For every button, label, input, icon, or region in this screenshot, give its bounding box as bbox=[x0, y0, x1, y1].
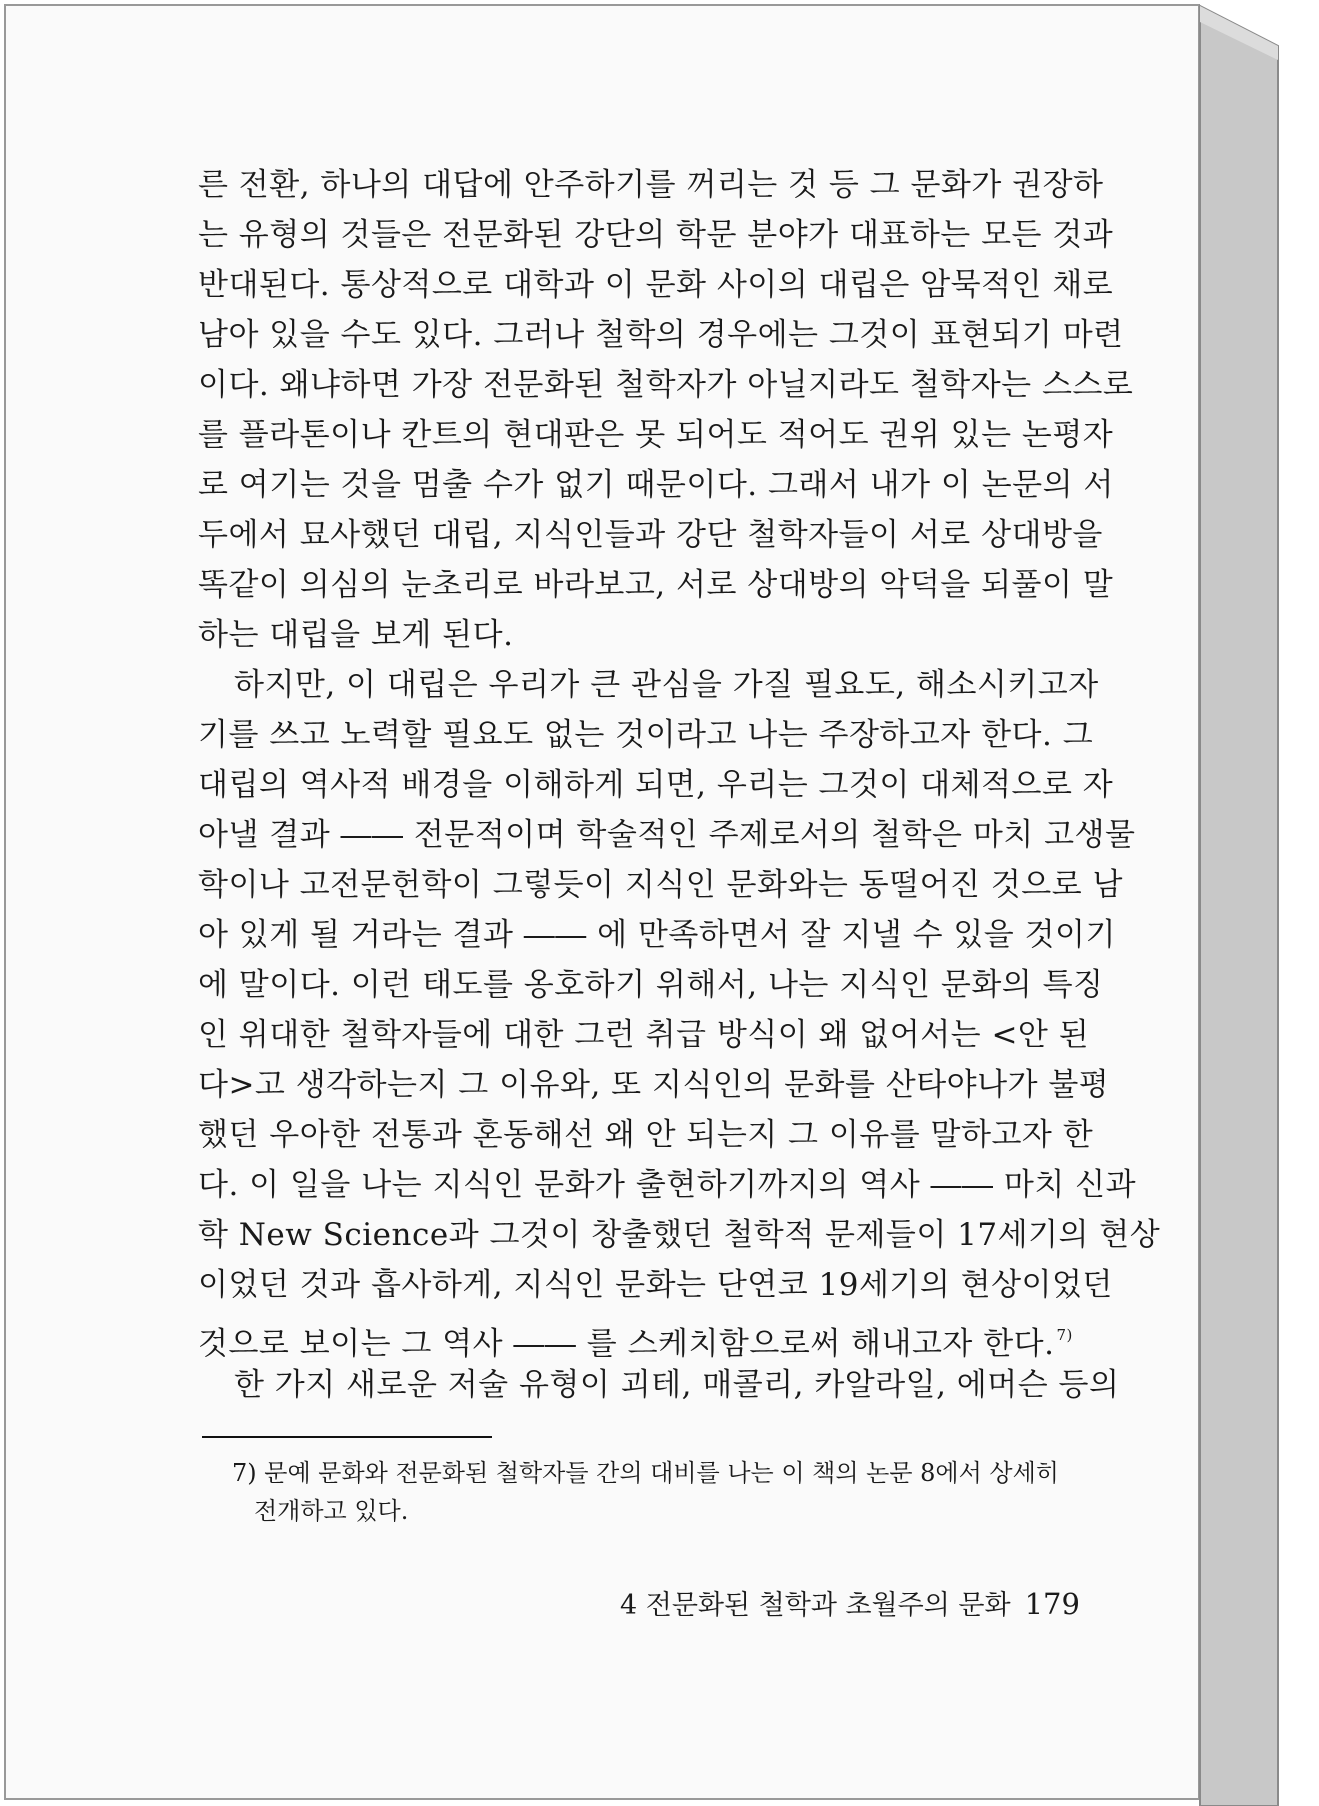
footnote-line-1: 7) 문예 문화와 전문화된 철학자들 간의 대비를 나는 이 책의 논문 8에서 상세히 bbox=[232, 1459, 1059, 1487]
running-title: 4 전문화된 철학과 초월주의 문화 bbox=[620, 1590, 1011, 1621]
text-line-9: 똑같이 의심의 눈초리로 바라보고, 서로 상대방의 악덕을 되풀이 말 bbox=[198, 567, 1114, 603]
text-line-23: 이었던 것과 흡사하게, 지식인 문화는 단연코 19세기의 현상이었던 bbox=[198, 1267, 1113, 1303]
page-number: 179 bbox=[1024, 1587, 1080, 1621]
text-line-13: 대립의 역사적 배경을 이해하게 되면, 우리는 그것이 대체적으로 자 bbox=[198, 767, 1114, 803]
text-line-24-content: 것으로 보이는 그 역사 ―― 를 스케치함으로써 해내고자 한다. bbox=[198, 1326, 1055, 1362]
text-line-25: 한 가지 새로운 저술 유형이 괴테, 매콜리, 카알라일, 에머슨 등의 bbox=[234, 1367, 1120, 1403]
text-line-1: 른 전환, 하나의 대답에 안주하기를 꺼리는 것 등 그 문화가 권장하 bbox=[198, 167, 1104, 203]
text-line-17: 에 말이다. 이런 태도를 옹호하기 위해서, 나는 지식인 문화의 특징 bbox=[198, 967, 1104, 1003]
text-line-11: 하지만, 이 대립은 우리가 큰 관심을 가질 필요도, 해소시키고자 bbox=[234, 667, 1099, 703]
footnote-reference: 7) bbox=[1056, 1326, 1073, 1344]
text-line-8: 두에서 묘사했던 대립, 지식인들과 강단 철학자들이 서로 상대방을 bbox=[198, 517, 1103, 553]
text-line-7: 로 여기는 것을 멈출 수가 없기 때문이다. 그래서 내가 이 논문의 서 bbox=[198, 467, 1114, 503]
text-line-15: 학이나 고전문헌학이 그렇듯이 지식인 문화와는 동떨어진 것으로 남 bbox=[198, 867, 1123, 903]
text-line-3: 반대된다. 통상적으로 대학과 이 문화 사이의 대립은 암묵적인 채로 bbox=[198, 267, 1114, 303]
text-line-4: 남아 있을 수도 있다. 그러나 철학의 경우에는 그것이 표현되기 마련 bbox=[198, 317, 1124, 353]
text-line-14: 아낼 결과 ―― 전문적이며 학술적인 주제로서의 철학은 마치 고생물 bbox=[198, 817, 1136, 853]
running-footer bbox=[620, 1584, 1080, 1626]
text-line-6: 를 플라톤이나 칸트의 현대판은 못 되어도 적어도 권위 있는 논평자 bbox=[198, 417, 1114, 453]
footnote bbox=[232, 1454, 1072, 1530]
text-line-20: 했던 우아한 전통과 혼동해선 왜 안 되는지 그 이유를 말하고자 한 bbox=[198, 1117, 1094, 1153]
text-line-22: 학 New Science과 그것이 창출했던 철학적 문제들이 17세기의 현상 bbox=[198, 1217, 1161, 1253]
text-line-2: 는 유형의 것들은 전문화된 강단의 학문 분야가 대표하는 모든 것과 bbox=[198, 217, 1114, 253]
text-line-12: 기를 쓰고 노력할 필요도 없는 것이라고 나는 주장하고자 한다. 그 bbox=[198, 717, 1094, 753]
text-line-5: 이다. 왜냐하면 가장 전문화된 철학자가 아닐지라도 철학자는 스스로 bbox=[198, 367, 1134, 403]
text-line-16: 아 있게 될 거라는 결과 ―― 에 만족하면서 잘 지낼 수 있을 것이기 bbox=[198, 917, 1116, 953]
body-text bbox=[198, 160, 1161, 1410]
text-line-21: 다. 이 일을 나는 지식인 문화가 출현하기까지의 역사 ―― 마치 신과 bbox=[198, 1167, 1137, 1203]
text-line-18: 인 위대한 철학자들에 대한 그런 취급 방식이 왜 없어서는 <안 된 bbox=[198, 1017, 1090, 1053]
footnote-line-2: 전개하고 있다. bbox=[254, 1497, 409, 1525]
footnote-divider bbox=[202, 1436, 492, 1438]
text-line-10: 하는 대립을 보게 된다. bbox=[198, 617, 514, 653]
text-line-19: 다>고 생각하는지 그 이유와, 또 지식인의 문화를 산타야나가 불평 bbox=[198, 1067, 1110, 1103]
text-line-24 bbox=[198, 1310, 1073, 1362]
